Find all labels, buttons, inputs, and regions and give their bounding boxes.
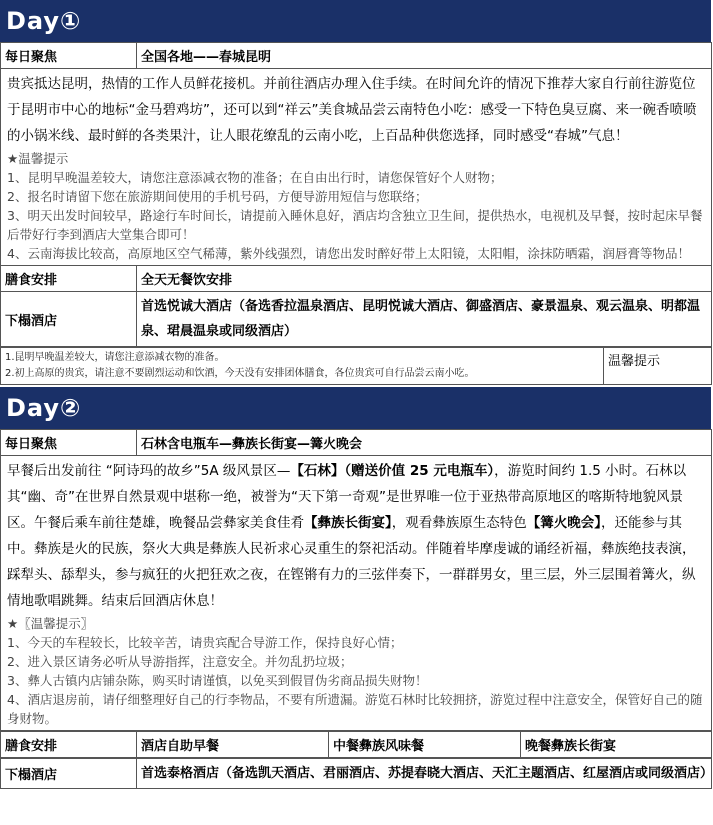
day2-focus-label: 每日聚焦	[1, 430, 137, 456]
day2-hotel-label: 下榻酒店	[1, 759, 137, 789]
day2-tip: 4、酒店退房前，请仔细整理好自己的行李物品，不要有所遗漏。游览石林时比较拥挤，游览过程中注意安全，保管好自己的随身财物。	[7, 692, 703, 726]
day1-title: Day①	[0, 0, 711, 42]
day1-tips	[1, 149, 711, 265]
day2-hotel-table	[0, 758, 712, 789]
day2-highlight-bonfire-party: 【篝火晚会】	[526, 515, 601, 531]
day2-meal-lunch: 中餐彝族风味餐	[329, 732, 521, 758]
day2-tip: 3、彝人古镇内店铺杂陈，购买时请谨慎，以免买到假冒伪劣商品损失财物！	[7, 673, 428, 688]
day2-highlight-long-table-feast: 【彝族长街宴】	[304, 515, 392, 531]
day1-focus-label: 每日聚焦	[1, 43, 137, 69]
day1-tip: 3、明天出发时间较早，路途行车时间长，请提前入睡休息好，酒店均含独立卫生间，提供热水，电视机及早餐，按时起床早餐后带好行李到酒店大堂集合即可！	[7, 208, 703, 242]
day2-tips-title: ★〖温馨提示〗	[7, 616, 94, 631]
day1-tip: 2、报名时请留下您在旅游期间使用的手机号码，方便导游用短信与您联络；	[7, 189, 428, 204]
day2-meal-breakfast: 酒店自助早餐	[137, 732, 329, 758]
day2-desc-text: ，观看彝族原生态特色	[391, 515, 527, 531]
day2-description	[1, 456, 711, 614]
day2-desc-text: ，还能参与其中。彝族是火的民族，祭火大典是彝族人民祈求心灵重生的祭祀活动。伴随着毕摩虔诚的诵经祈福，彝族绝技表演，踩犁头、舔犁头，参与疯狂的火把狂欢之夜，在铿锵有力的三弦伴奏下，一群群男女，里三层，外三层围着篝火，纵情地歌唱跳舞。结束后回酒店休息！	[7, 515, 696, 609]
day1-note: 2.初上高原的贵宾，请注意不要剧烈运动和饮酒，今天没有安排团体膳食，各位贵宾可自行品尝云南小吃。	[5, 368, 475, 379]
day2-meal-label: 膳食安排	[1, 732, 137, 758]
day1-focus-value: 全国各地——春城昆明	[137, 43, 712, 69]
day2-meal-dinner: 晚餐彝族长街宴	[521, 732, 712, 758]
day2-table	[0, 429, 712, 731]
day2-desc-text: ，游览时间约 1.5 小时。石林以其“幽、奇”在世界自然景观中堪称一绝，被誉为“天下第一奇观”是世界唯一位于亚热带高原地区的喀斯特地貌风景区。午餐后乘车前往楚雄，晚餐品尝彝家美食佳肴	[7, 463, 687, 531]
day1-notes-label: 温馨提示	[604, 348, 712, 385]
day2-focus-value: 石林含电瓶车—彝族长街宴—篝火晚会	[137, 430, 712, 456]
day2-tip: 1、今天的车程较长，比较辛苦，请贵宾配合导游工作，保持良好心情；	[7, 635, 403, 650]
day1-notes	[1, 348, 604, 385]
day2-tips	[1, 614, 711, 730]
day1-tip: 1、昆明早晚温差较大，请您注意添减衣物的准备；在自由出行时，请您保管好个人财物；	[7, 170, 503, 185]
day1-hotel-value: 首选悦诚大酒店（备选香拉温泉酒店、昆明悦诚大酒店、御盛酒店、豪景温泉、观云温泉、明都温泉、珺晨温泉或同级酒店）	[137, 292, 712, 347]
day1-tip: 4、云南海拔比较高，高原地区空气稀薄，紫外线强烈，请您出发时醉好带上太阳镜，太阳帽，涂抹防晒霜，润唇膏等物品！	[7, 246, 690, 261]
day2-tip: 2、进入景区请务必听从导游指挥，注意安全。并勿乱扔垃圾；	[7, 654, 353, 669]
day1-note: 1.昆明早晚温差较大，请您注意添减衣物的准备。	[5, 352, 225, 363]
day1-notes-table	[0, 347, 712, 385]
day2-meal-table	[0, 731, 712, 758]
day2-title: Day②	[0, 387, 711, 429]
day2-highlight-stone-forest: 【石林】（赠送价值 25 元电瓶车）	[290, 463, 495, 479]
day1-meal-value: 全天无餐饮安排	[137, 266, 712, 292]
day2-desc-text: 早餐后出发前往 “阿诗玛的故乡”5A 级风景区—	[7, 463, 291, 479]
day1-meal-label: 膳食安排	[1, 266, 137, 292]
day1-tips-title: ★温馨提示	[7, 151, 69, 166]
day1-table	[0, 42, 712, 347]
day2-hotel-value: 首选泰格酒店（备选凯天酒店、君丽酒店、苏提春晓大酒店、天汇主题酒店、红屋酒店或同级酒店）	[137, 759, 712, 789]
day1-description: 贵宾抵达昆明，热情的工作人员鲜花接机。并前往酒店办理入住手续。在时间允许的情况下推荐大家自行前往游览位于昆明市中心的地标“金马碧鸡坊”，还可以到“祥云”美食城品尝云南特色小吃：感受一下特色臭豆腐、来一碗香喷喷的小锅米线、最时鲜的各类果汁，让人眼花缭乱的云南小吃，上百品种供您选择，同时感受“春城”气息！	[7, 76, 697, 144]
day1-hotel-label: 下榻酒店	[1, 292, 137, 347]
